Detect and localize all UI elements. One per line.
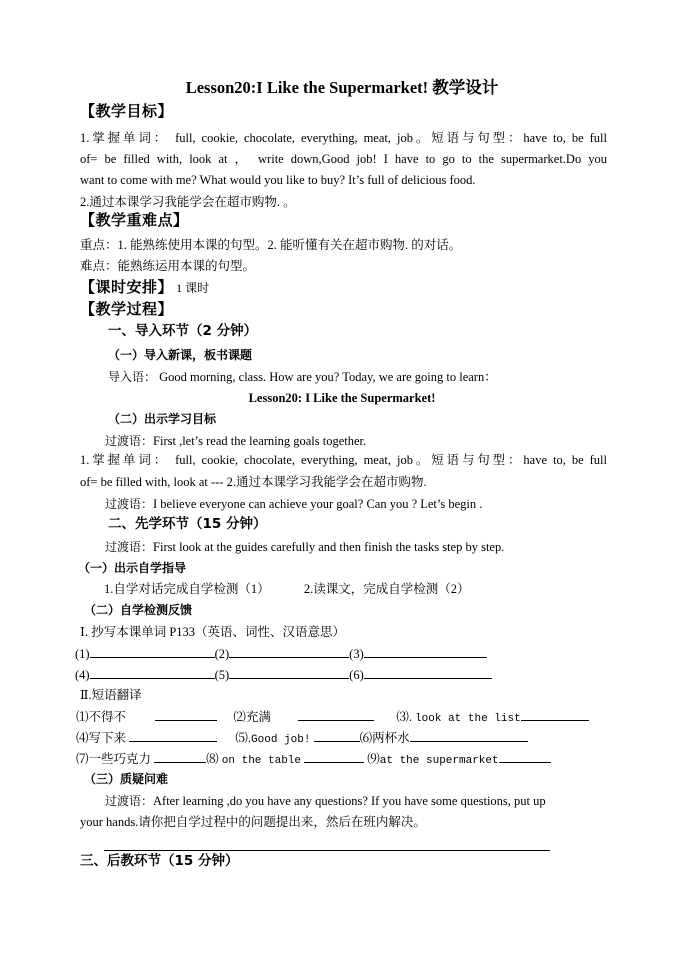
transition-text: First look at the guides carefully and then finish the tasks step by step.	[153, 540, 505, 554]
blank-line[interactable]	[364, 666, 492, 679]
phrase-text: 一些巧克力	[88, 752, 152, 766]
section-heading-schedule: 【课时安排】	[80, 278, 174, 296]
answer-blank[interactable]	[314, 729, 360, 742]
self-study-transition	[105, 539, 504, 555]
transition-label: 过渡语：	[105, 794, 154, 808]
self-study-sub2: （二）自学检测反馈	[84, 603, 193, 617]
blank-line[interactable]	[229, 645, 349, 658]
blank-row-1	[75, 645, 487, 662]
phrase-number: ⑶.	[396, 710, 412, 724]
question-line-2: your hands.请你把自学过程中的问题提出来，然后在班内解决。	[80, 815, 426, 829]
phrase-row-3	[76, 750, 551, 769]
blank-label: (6)	[349, 668, 364, 682]
phrase-number: ⑹	[359, 731, 373, 745]
answer-blank[interactable]	[129, 729, 217, 742]
post-teaching-heading: 三、后教环节（15 分钟）	[80, 853, 239, 869]
schedule-row	[80, 279, 209, 296]
blank-line[interactable]	[90, 645, 215, 658]
transition-label: 过渡语：	[105, 540, 154, 554]
blank-label: (4)	[75, 668, 90, 682]
section-heading-key-points: 【教学重难点】	[80, 211, 189, 229]
guide-row	[104, 581, 470, 597]
phrase-text: Good job!	[251, 734, 311, 746]
blank-label: (1)	[75, 647, 90, 661]
phrase-number: ⑵	[233, 710, 246, 724]
blank-line[interactable]	[90, 666, 215, 679]
intro-transition-1	[105, 433, 366, 449]
answer-blank[interactable]	[410, 729, 528, 742]
phrase-number: ⑼	[367, 752, 380, 766]
intro-goal-line-2: of= be filled with, look at --- 2.通过本课学习我能学会在超市购物.	[80, 475, 427, 489]
blank-line[interactable]	[229, 666, 349, 679]
blank-label: (2)	[214, 647, 230, 661]
phrase-text: 写下来	[88, 731, 127, 745]
phrase-text: look at the list	[415, 713, 521, 725]
phrase-text: at the supermarket	[379, 755, 499, 767]
guide-item-2: 2.读课文，完成自学检测（2）	[303, 582, 470, 596]
phrase-number: ⑸.	[235, 731, 252, 745]
blank-row-2	[75, 666, 492, 683]
answer-blank[interactable]	[155, 708, 217, 721]
intro-heading: 一、导入环节（2 分钟）	[108, 323, 258, 339]
part1-title: Ⅰ. 抄写本课单词 P133（英语、词性、汉语意思）	[80, 625, 346, 639]
intro-sub2: （二）出示学习目标	[108, 412, 217, 426]
phrase-text: 不得不	[88, 710, 127, 724]
intro-transition-2	[105, 496, 482, 512]
transition-label: 过渡语：	[105, 497, 154, 511]
phrase-text: 两杯水	[372, 731, 410, 745]
blank-line[interactable]	[364, 645, 487, 658]
phrase-number: ⑺	[76, 752, 89, 766]
answer-rule[interactable]	[104, 850, 550, 851]
difficult-point-text: 难点：能熟练运用本课的句型。	[80, 259, 256, 273]
transition-text: First ,let’s read the learning goals together.	[153, 434, 367, 448]
blank-label: (3)	[349, 647, 364, 661]
self-study-heading: 二、先学环节（15 分钟）	[108, 516, 267, 532]
question-line-1	[105, 793, 546, 809]
goals-line-4: 2.通过本课学习我能学会在超市购物. 。	[80, 195, 296, 209]
transition-text: I believe everyone can achieve your goal? Can you ? Let’s begin .	[153, 497, 483, 511]
part2-title: Ⅱ.短语翻译	[80, 688, 142, 702]
intro-goal-line-1: 1.掌握单词： full, cookie, chocolate, everything, meat, job。短语与句型：have to, be full	[80, 453, 607, 467]
self-study-sub1: （一）出示自学指导	[78, 561, 187, 575]
phrase-number: ⑻	[206, 752, 219, 766]
answer-blank[interactable]	[304, 750, 364, 763]
section-heading-process: 【教学过程】	[80, 300, 174, 318]
answer-blank[interactable]	[499, 750, 551, 763]
intro-lead-label: 导入语：	[108, 370, 157, 384]
page-title: Lesson20:I Like the Supermarket! 教学设计	[185, 78, 499, 97]
key-point-text: 重点：1. 能熟练使用本课的句型。2. 能听懂有关在超市购物. 的对话。	[80, 238, 462, 252]
section-heading-goals: 【教学目标】	[80, 102, 174, 120]
intro-lead	[108, 369, 497, 385]
schedule-value: 1 课时	[176, 281, 210, 295]
intro-lead-text: Good morning, class. How are you? Today, we are going to learn：	[159, 370, 497, 384]
phrase-row-1	[76, 708, 589, 727]
self-study-sub3: （三）质疑问难	[84, 772, 169, 786]
transition-label: 过渡语：	[105, 434, 154, 448]
intro-sub1: （一）导入新课，板书课题	[108, 348, 253, 362]
goals-line-2: of= be filled with, look at ， write down,Good job! I have to go to the supermarket.Do you	[80, 152, 607, 166]
answer-blank[interactable]	[521, 708, 589, 721]
guide-item-1: 1.自学对话完成自学检测（1）	[104, 582, 270, 596]
phrase-row-2	[76, 729, 528, 748]
phrase-number: ⑷	[76, 731, 89, 745]
goals-line-3: want to come with me? What would you like to buy? It’s full of delicious food.	[80, 173, 476, 187]
answer-blank[interactable]	[298, 708, 374, 721]
lesson-title-board: Lesson20: I Like the Supermarket!	[248, 391, 436, 405]
phrase-number: ⑴	[76, 710, 89, 724]
phrase-text: on the table	[221, 755, 302, 767]
answer-blank[interactable]	[154, 750, 206, 763]
blank-label: (5)	[214, 668, 230, 682]
phrase-text: 充满	[245, 710, 271, 724]
question-text-1: After learning ,do you have any questions? If you have some questions, put up	[153, 794, 546, 808]
goals-line-1: 1.掌握单词： full, cookie, chocolate, everything, meat, job。短语与句型：have to, be full	[80, 131, 607, 145]
